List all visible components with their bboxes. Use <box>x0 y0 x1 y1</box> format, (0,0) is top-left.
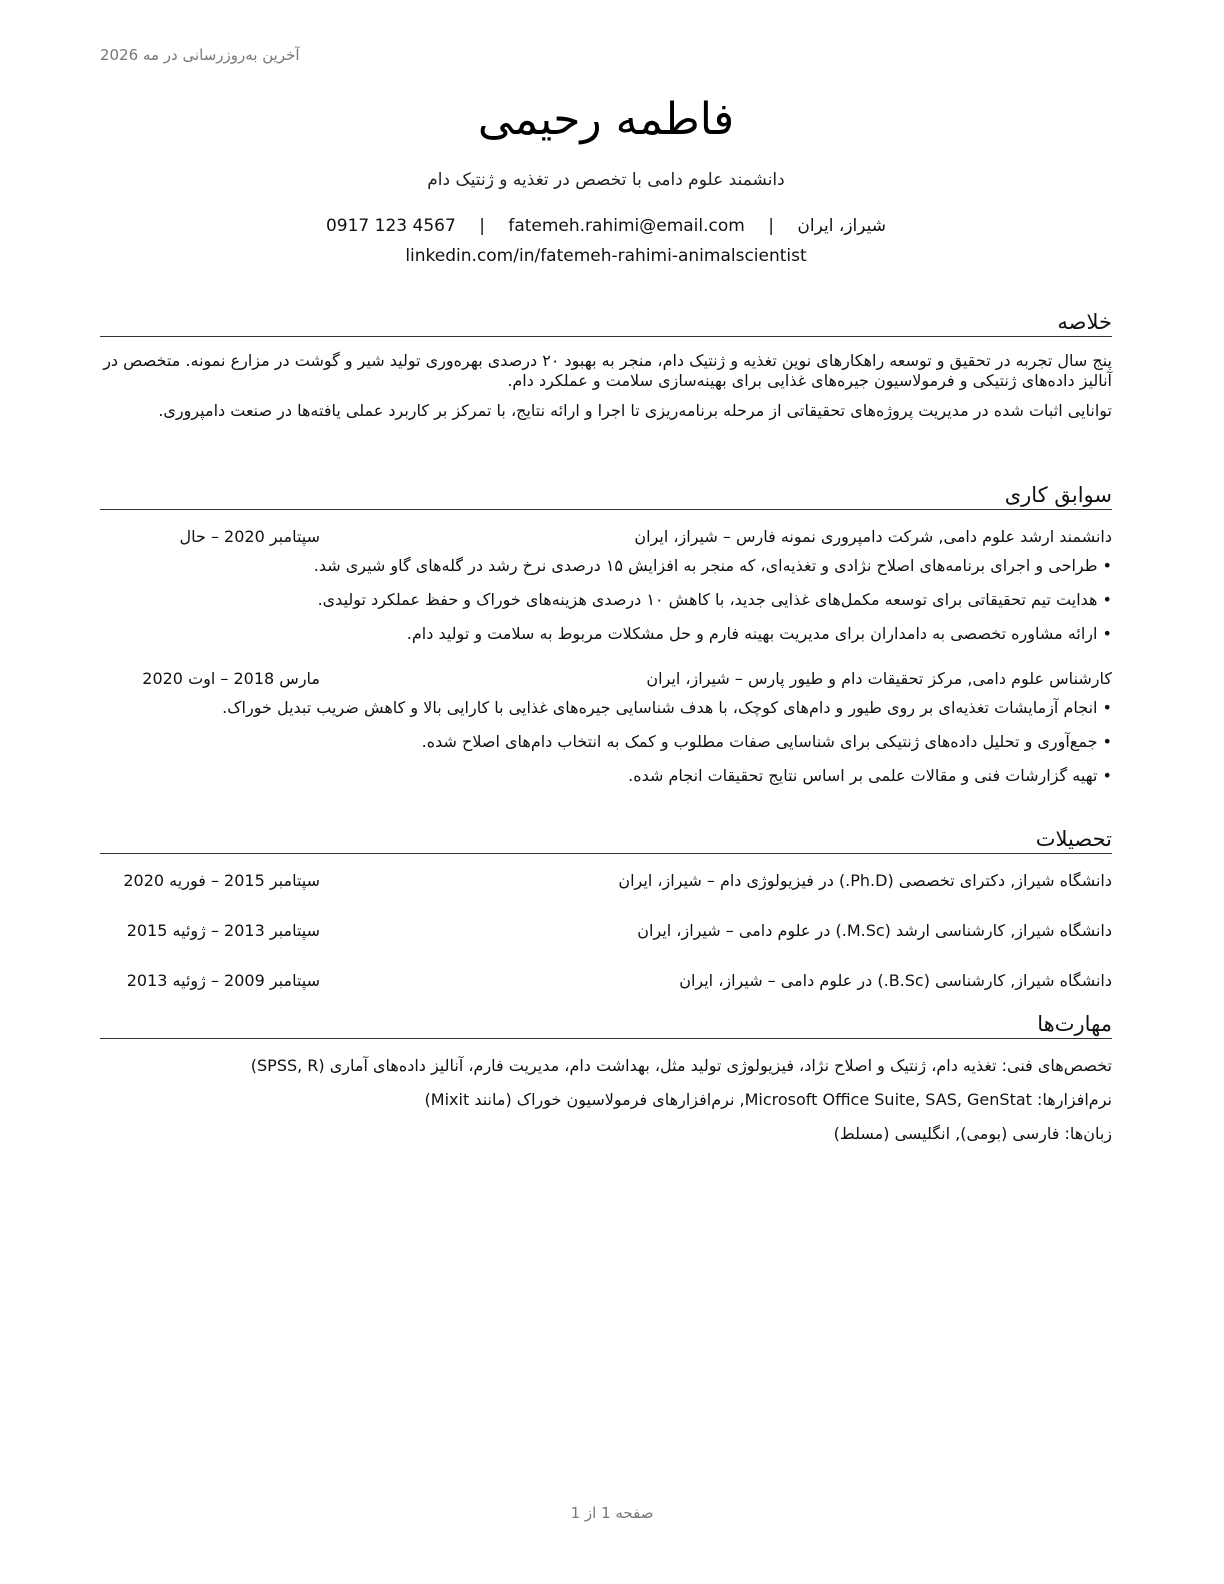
degree: دانشگاه شیراز, کارشناسی ارشد (M.Sc.) در علوم دامی – شیراز، ایران <box>637 921 1112 940</box>
skills-line: زبان‌ها: فارسی (بومی), انگلیسی (مسلط) <box>833 1124 1112 1143</box>
section-heading-experience: سوابق کاری <box>100 483 1112 510</box>
education-entry <box>100 970 1112 992</box>
education-dates: سپتامبر 2009 – ژوئیه 2013 <box>126 971 320 990</box>
job-header <box>100 668 1112 690</box>
job-dates: سپتامبر 2020 – حال <box>179 527 320 546</box>
list-item: • تهیه گزارشات فنی و مقالات علمی بر اساس نتایج تحقیقات انجام شده. <box>100 766 1112 786</box>
education-entry <box>100 870 1112 892</box>
resume-header <box>100 90 1112 266</box>
job-bullets <box>100 556 1112 644</box>
candidate-name: فاطمه رحیمی <box>477 94 735 145</box>
job-header <box>100 526 1112 548</box>
list-item: • جمع‌آوری و تحلیل داده‌های ژنتیکی برای شناسایی صفات مطلوب و کمک به انتخاب دام‌های اصلاح شده. <box>100 732 1112 752</box>
linkedin-link[interactable]: linkedin.com/in/fatemeh-rahimi-animalscientist <box>405 246 807 266</box>
section-heading-summary: خلاصه <box>100 310 1112 337</box>
section-heading-skills: مهارت‌ها <box>100 1012 1112 1039</box>
education-dates: سپتامبر 2013 – ژوئیه 2015 <box>126 921 320 940</box>
last-updated: آخرین به‌روزرسانی در مه 2026 <box>100 46 300 64</box>
job-entry <box>100 668 1112 786</box>
summary-paragraph: توانایی اثبات شده در مدیریت پروژه‌های تحقیقاتی از مرحله برنامه‌ریزی تا اجرا و ارائه نتایج، با تمرکز بر کاربرد عملی یافته‌ها در صنعت دامپروری. <box>158 401 1112 420</box>
job-bullets <box>100 698 1112 786</box>
list-item: • طراحی و اجرای برنامه‌های اصلاح نژادی و تغذیه‌ای، که منجر به افزایش ۱۵ درصدی نرخ رشد در گله‌های گاو شیری شد. <box>100 556 1112 576</box>
job-entry <box>100 526 1112 644</box>
summary-section <box>100 310 1112 421</box>
section-heading-education: تحصیلات <box>100 827 1112 854</box>
list-item: • انجام آزمایشات تغذیه‌ای بر روی طیور و دام‌های کوچک، با هدف شناسایی جیره‌های غذایی با کارایی بالا و کاهش ضریب تبدیل خوراک. <box>100 698 1112 718</box>
skills-line: تخصص‌های فنی: تغذیه دام، ژنتیک و اصلاح نژاد، فیزیولوژی تولید مثل، بهداشت دام، مدیریت فارم، آنالیز داده‌های آماری (SPSS, R) <box>250 1056 1112 1075</box>
job-dates: مارس 2018 – اوت 2020 <box>142 669 320 688</box>
job-title: دانشمند ارشد علوم دامی, شرکت دامپروری نمونه فارس – شیراز، ایران <box>634 527 1112 546</box>
list-item: • ارائه مشاوره تخصصی به دامداران برای مدیریت بهینه فارم و حل مشکلات مربوط به سلامت و تولید دام. <box>100 624 1112 644</box>
phone: 0917 123 4567 <box>325 216 456 236</box>
separator: | <box>768 216 774 236</box>
education-entry <box>100 920 1112 942</box>
email-link[interactable]: fatemeh.rahimi@email.com <box>508 216 745 236</box>
candidate-title: دانشمند علوم دامی با تخصص در تغذیه و ژنتیک دام <box>427 170 785 190</box>
page-number: صفحه 1 از 1 <box>570 1504 654 1522</box>
experience-section <box>100 483 1112 800</box>
education-dates: سپتامبر 2015 – فوریه 2020 <box>123 871 320 890</box>
location: شیراز، ایران <box>797 216 887 236</box>
degree: دانشگاه شیراز, دکترای تخصصی (Ph.D.) در فیزیولوژی دام – شیراز، ایران <box>618 871 1112 890</box>
list-item: • هدایت تیم تحقیقاتی برای توسعه مکمل‌های غذایی جدید، با کاهش ۱۰ درصدی هزینه‌های خوراک و حفظ عملکرد تولیدی. <box>100 590 1112 610</box>
education-section <box>100 827 1112 992</box>
separator: | <box>479 216 485 236</box>
degree: دانشگاه شیراز, کارشناسی (B.Sc.) در علوم دامی – شیراز، ایران <box>679 971 1112 990</box>
job-title: کارشناس علوم دامی, مرکز تحقیقات دام و طیور پارس – شیراز، ایران <box>646 669 1112 688</box>
contact-line <box>100 216 1112 236</box>
skills-line: نرم‌افزارها: Microsoft Office Suite, SAS, GenStat, نرم‌افزارهای فرمولاسیون خوراک (مانند Mixit) <box>424 1090 1112 1109</box>
skills-section <box>100 1012 1112 1145</box>
summary-paragraph: پنج سال تجربه در تحقیق و توسعه راهکارهای نوین تغذیه و ژنتیک دام، منجر به بهبود ۲۰ درصدی بهره‌وری تولید شیر و گوشت در مزارع نمونه. متخصص در آنالیز داده‌های ژنتیکی و فرمولاسیون جیره‌های غذایی برای بهینه‌سازی سلامت و عملکرد دام. <box>103 351 1112 390</box>
